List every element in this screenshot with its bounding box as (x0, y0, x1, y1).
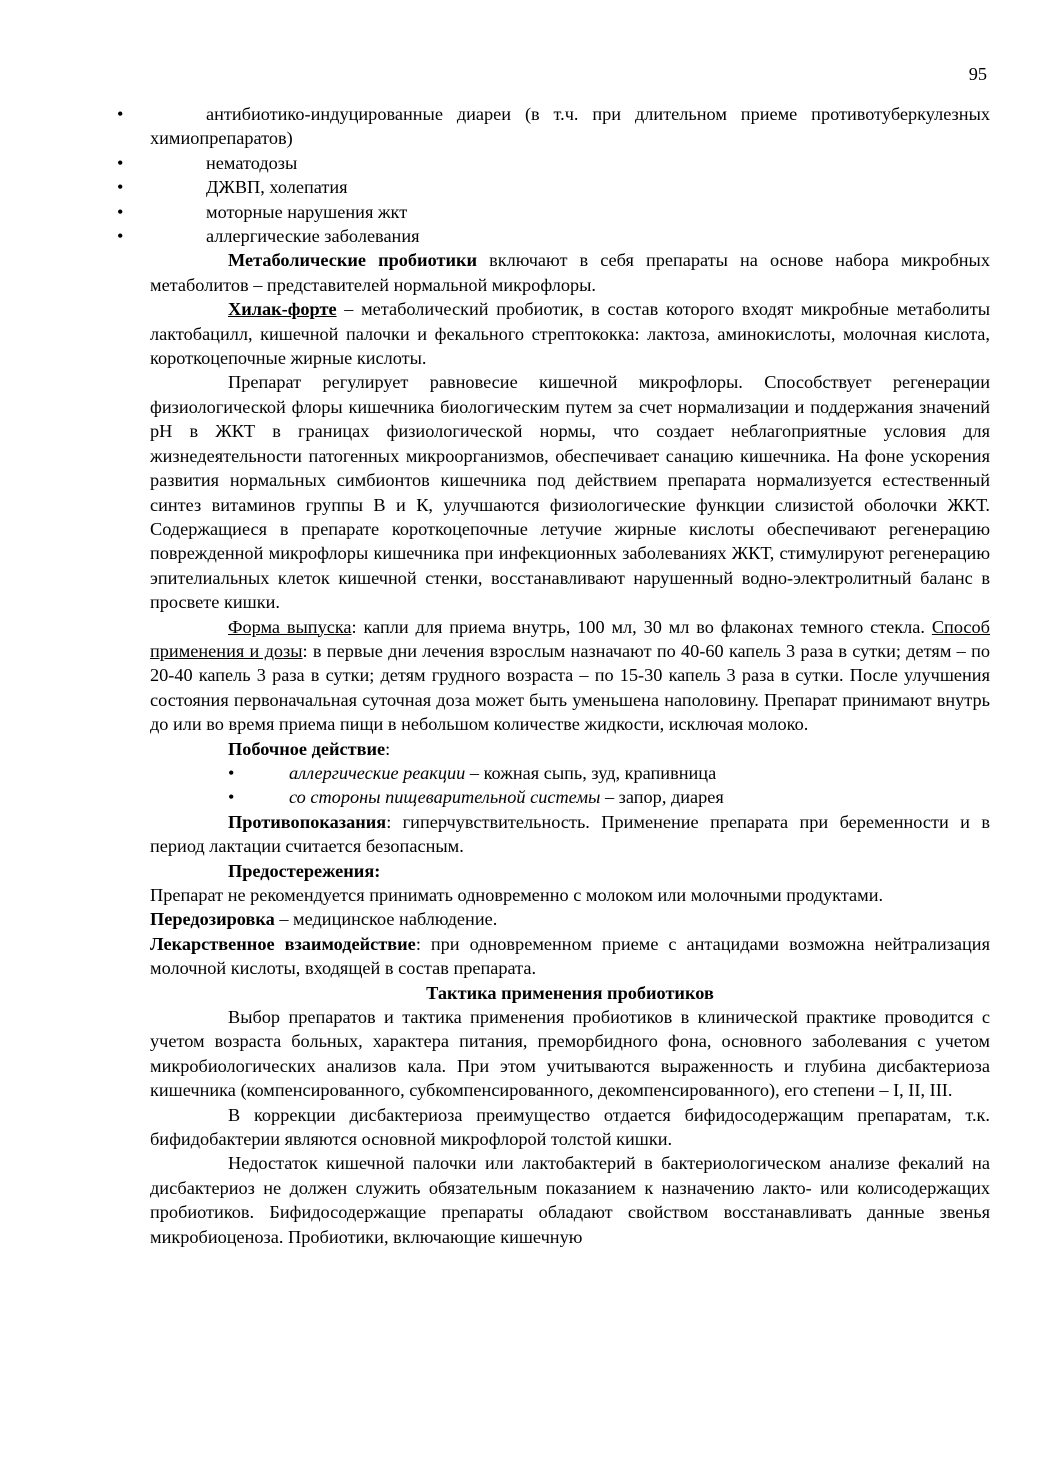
list-item (150, 785, 990, 809)
list-item (117, 175, 990, 199)
cautions-label: Предостережения: (228, 860, 381, 881)
bullet-icon: • (117, 177, 124, 198)
form-dose-paragraph (150, 615, 990, 737)
list-item-text: аллергические заболевания (206, 226, 420, 247)
form-text: : капли для приема внутрь, 100 мл, 30 мл во флаконах темного стекла. (351, 616, 932, 637)
contraindications-label: Противопоказания (228, 811, 387, 832)
bullet-icon: • (117, 152, 124, 173)
interaction-text: : при одновременном приеме с антацидами возможна нейтрализация молочной кислоты, входящей в состав препарата. (150, 933, 991, 979)
hilak-action-paragraph: Препарат регулирует равновесие кишечной микрофлоры. Способствует регенерации физиологической флоры кишечника биологическим путем за счет нормализации и поддержания значений рН в ЖКТ в границах физиологической нормы, что создает неблагоприятные условия для жизнедеятельности патогенных микроорганизмов, обеспечивает санацию кишечника. На фоне ускорения развития нормальных симбионтов кишечника под действием препарата нормализуется естественный синтез витаминов группы В и К, улучшаются физиологические функции слизистой оболочки ЖКТ. Содержащиеся в препарате короткоцепочные летучие жирные кислоты обеспечивают регенерацию поврежденной микрофлоры кишечника при инфекционных заболеваниях ЖКТ, стимулируют регенерацию эпителиальных клеток кишечной стенки, восстанавливают нарушенный водно-электролитный баланс в просвете кишки. (150, 372, 990, 613)
side-effects-list (150, 761, 990, 810)
page-number: 95 (968, 64, 987, 84)
bullet-icon: • (228, 762, 235, 783)
dose-text: : в первые дни лечения взрослым назначают по 40-60 капель 3 раза в сутки; детям – по 20-40 капель 3 раза в сутки; детям грудного возраста – по 15-30 капель 3 раза в сутки. После улучшения состояния первоначальная суточная доза может быть уменьшена наполовину. Препарат принимают внутрь до или во время приема пищи в небольшом количестве жидкости, исключая молоко. (150, 640, 990, 735)
tactics-paragraph: Выбор препаратов и тактика применения пробиотиков в клинической практике проводится с учетом возраста больных, характера питания, преморбидного фона, основного заболевания с учетом микробиологических анализов кала. При этом учитываются выраженность и глубина дисбактериоза кишечника (компенсированного, субкомпенсированного, декомпенсированного), его степени – I, II, III. (150, 1007, 990, 1101)
hilak-intro-text: – метаболический пробиотик, в состав которого входят микробные метаболиты лактобацилл, кишечной палочки и фекального стрептококка: лактоза, аминокислоты, молочная кислота, короткоцепочные жирные кислоты. (150, 299, 990, 369)
contraindications-text: : гиперчувствительность. Применение препарата при беременности и в период лактации считается безопасным. (150, 811, 990, 857)
side-effect-text: – запор, диарея (600, 787, 724, 808)
hilak-intro-paragraph (150, 297, 990, 370)
hilak-name: Хилак-форте (228, 299, 337, 320)
list-item-text: нематодозы (206, 152, 298, 173)
list-item (117, 151, 990, 175)
bullet-icon: • (117, 104, 124, 124)
bullet-icon: • (228, 787, 235, 808)
tactics-paragraph: Недостаток кишечной палочки или лактобактерий в бактериологическом анализе фекалий на дисбактериоз не должен служить обязательным показанием к назначению лакто- или колисодержащих пробиотиков. Бифидосодержащие препараты обладают свойством восстанавливать данные звенья микробиоценоза. Пробиотики, включающие кишечную (150, 1153, 990, 1247)
side-effect-label: аллергические реакции (289, 762, 466, 783)
cautions-heading (150, 859, 990, 883)
tactics-paragraph: В коррекции дисбактериоза преимущество отдается бифидосодержащим препаратам, т.к. бифидобактерии являются основной микрофлорой толстой кишки. (150, 1104, 990, 1150)
bullet-icon: • (117, 226, 124, 247)
overdose-text: – медицинское наблюдение. (274, 909, 498, 930)
side-effects-label: Побочное действие (228, 738, 386, 759)
bullet-icon: • (117, 201, 124, 222)
metabolic-probiotics-text: включают в себя препараты на основе набора микробных метаболитов – представителей нормальной микрофлоры. (150, 250, 990, 295)
contraindications-paragraph (150, 810, 990, 859)
list-item-text: ДЖВП, холепатия (206, 177, 348, 198)
overdose-label: Передозировка (150, 909, 275, 930)
interaction-label: Лекарственное взаимодействие (150, 933, 416, 954)
interaction-paragraph (150, 932, 990, 981)
list-item (150, 761, 990, 785)
cautions-text: Препарат не рекомендуется принимать одновременно с молоком или молочными продуктами. (150, 885, 884, 905)
side-effects-heading (150, 737, 990, 761)
indications-list (117, 102, 990, 248)
page-content (117, 102, 991, 1249)
metabolic-probiotics-term: Метаболические пробиотики (228, 250, 478, 271)
side-effect-label: со стороны пищеварительной системы (289, 787, 601, 808)
side-effect-text: – кожная сыпь, зуд, крапивница (465, 762, 717, 783)
section-heading: Тактика применения пробиотиков (426, 982, 714, 1003)
metabolic-probiotics-paragraph (150, 248, 990, 297)
form-label: Форма выпуска (228, 616, 352, 637)
side-effects-colon: : (385, 738, 391, 759)
list-item-text: антибиотико-индуцированные диареи (в т.ч. при длительном приеме противотуберкулезных химиопрепаратов) (150, 104, 990, 149)
list-item (117, 102, 990, 151)
list-item-text: моторные нарушения жкт (206, 201, 408, 222)
dose-label: Способ применения и дозы (150, 616, 990, 661)
list-item (117, 224, 990, 248)
list-item (117, 200, 990, 224)
overdose-paragraph (150, 907, 990, 931)
